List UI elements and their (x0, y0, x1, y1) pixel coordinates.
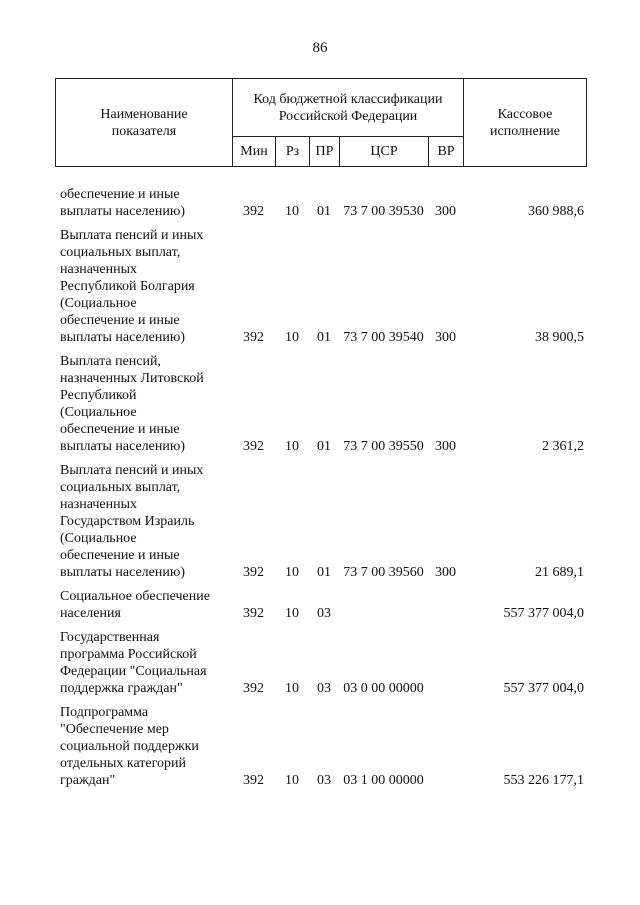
row-pr: 01 (317, 565, 331, 580)
row-vr: 300 (435, 565, 456, 580)
row-name-line: обеспечение и иные (60, 313, 180, 328)
row-amount: 2 361,2 (542, 439, 584, 454)
row-name-line: Социальное обеспечение (60, 589, 210, 604)
row-csr: 73 7 00 39550 (343, 439, 424, 454)
table-row (55, 186, 586, 220)
row-name-line: (Социальное (60, 296, 137, 311)
row-name-line: социальных выплат, (60, 245, 181, 260)
table-row (55, 629, 586, 697)
row-min: 392 (243, 606, 264, 621)
row-name-line: выплаты населению) (60, 330, 185, 345)
row-pr: 03 (317, 773, 331, 788)
row-name-line: обеспечение и иные (60, 548, 180, 563)
row-pr: 03 (317, 681, 331, 696)
row-name-line: Федерации "Социальная (60, 664, 207, 679)
row-amount: 557 377 004,0 (503, 681, 584, 696)
table-row (55, 704, 586, 789)
header-rz: Рз (276, 137, 310, 167)
row-codes (55, 680, 586, 697)
row-name-line: Выплата пенсий, (60, 354, 161, 369)
row-codes (55, 772, 586, 789)
row-name-line: Республикой Болгария (60, 279, 195, 294)
header-amount-column (464, 79, 587, 167)
row-csr: 03 1 00 00000 (343, 773, 424, 788)
row-min: 392 (243, 681, 264, 696)
row-name-line: социальных выплат, (60, 480, 181, 495)
row-pr: 01 (317, 439, 331, 454)
row-codes (55, 329, 586, 346)
row-name-line: обеспечение и иные (60, 422, 180, 437)
row-rz: 10 (285, 204, 299, 219)
row-amount: 360 988,6 (528, 204, 584, 219)
header-min: Мин (233, 137, 276, 167)
row-name-line: граждан" (60, 773, 116, 788)
table-row (55, 353, 586, 455)
row-name-line: назначенных Литовской (60, 371, 204, 386)
table-row (55, 462, 586, 581)
row-rz: 10 (285, 606, 299, 621)
page-number: 86 (312, 40, 328, 56)
row-name-line: выплаты населению) (60, 565, 185, 580)
row-pr: 03 (317, 606, 331, 621)
header-pr: ПР (310, 137, 340, 167)
table-row (55, 588, 586, 622)
row-name-line: выплаты населению) (60, 204, 185, 219)
header-name-label: Наименование показателя (100, 106, 188, 139)
row-csr: 73 7 00 39530 (343, 204, 424, 219)
row-rz: 10 (285, 565, 299, 580)
row-name-line: Республикой (60, 388, 137, 403)
row-name-line: (Социальное (60, 531, 137, 546)
row-pr: 01 (317, 204, 331, 219)
row-name-line: назначенных (60, 262, 138, 277)
row-name-line: Государственная (60, 630, 160, 645)
header-code-group (233, 79, 464, 137)
header-vr: ВР (429, 137, 464, 167)
row-rz: 10 (285, 330, 299, 345)
row-name-line: отдельных категорий (60, 756, 187, 771)
header-csr: ЦСР (340, 137, 429, 167)
row-name-line: обеспечение и иные (60, 187, 180, 202)
table-row (55, 227, 586, 346)
row-vr: 300 (435, 439, 456, 454)
row-pr: 01 (317, 330, 331, 345)
row-amount: 553 226 177,1 (503, 773, 584, 788)
row-vr: 300 (435, 330, 456, 345)
row-min: 392 (243, 204, 264, 219)
row-name-line: Выплата пенсий и иных (60, 228, 204, 243)
row-amount: 21 689,1 (535, 565, 584, 580)
row-codes (55, 605, 586, 622)
row-codes (55, 564, 586, 581)
row-csr: 03 0 00 00000 (343, 681, 424, 696)
row-vr: 300 (435, 204, 456, 219)
header-code-group-label: Код бюджетной классификации Российской Федерации (253, 91, 443, 124)
row-name-line: программа Российской (60, 647, 197, 662)
row-name-line: Подпрограмма (60, 705, 149, 720)
row-rz: 10 (285, 439, 299, 454)
row-rz: 10 (285, 773, 299, 788)
row-name-line: "Обеспечение мер (60, 722, 169, 737)
row-name-line: (Социальное (60, 405, 137, 420)
row-codes (55, 203, 586, 220)
row-name-line: выплаты населению) (60, 439, 185, 454)
row-name-line: социальной поддержки (60, 739, 199, 754)
row-rz: 10 (285, 681, 299, 696)
row-min: 392 (243, 439, 264, 454)
table-header (55, 78, 587, 167)
row-amount: 38 900,5 (535, 330, 584, 345)
row-min: 392 (243, 565, 264, 580)
row-codes (55, 438, 586, 455)
row-csr: 73 7 00 39540 (343, 330, 424, 345)
header-amount-label: Кассовое исполнение (490, 106, 560, 139)
row-name-line: назначенных (60, 497, 138, 512)
row-min: 392 (243, 330, 264, 345)
row-name-line: Государством Израиль (60, 514, 195, 529)
row-name-line: населения (60, 606, 121, 621)
header-name-column (56, 79, 233, 167)
row-csr: 73 7 00 39560 (343, 565, 424, 580)
table-body (55, 186, 586, 789)
row-amount: 557 377 004,0 (503, 606, 584, 621)
row-name-line: поддержка граждан" (60, 681, 183, 696)
row-name-line: Выплата пенсий и иных (60, 463, 204, 478)
row-min: 392 (243, 773, 264, 788)
